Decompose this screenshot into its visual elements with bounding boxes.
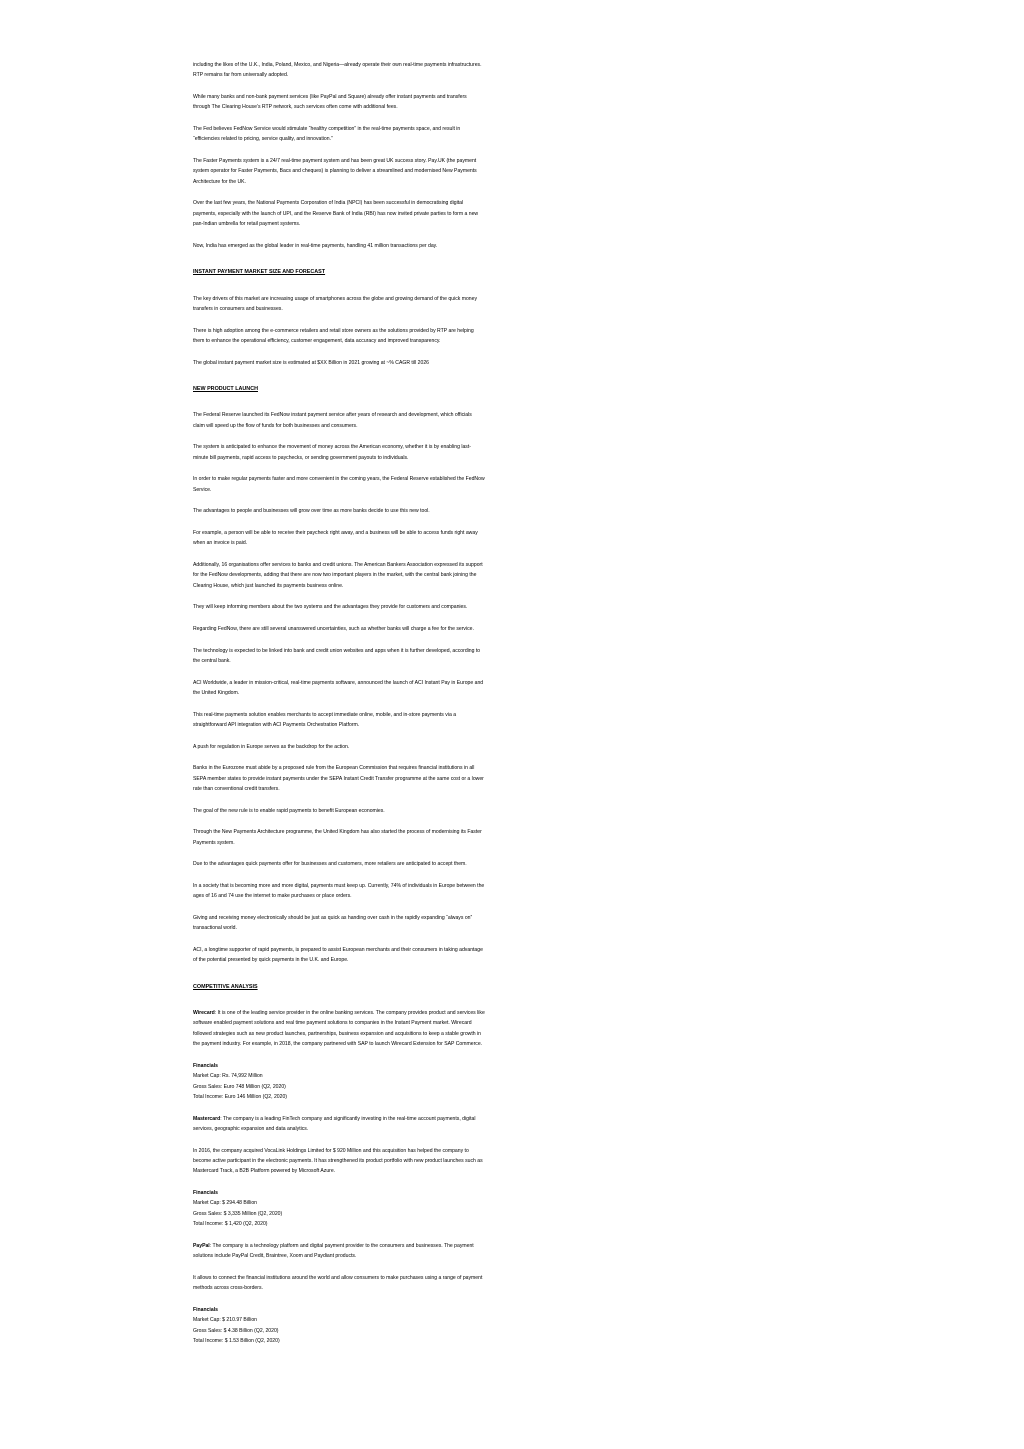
- paragraph: Additionally, 16 organisations offer services to banks and credit unions. The American Bankers Association expressed its support for the FedNow developments, adding that there are now two important players in the market, with the central bank joining the Clearing House, which just launched its payments business online.: [193, 562, 483, 589]
- paragraph: The Fed believes FedNow Service would stimulate “healthy competition” in the real-time payments space, and result in “efficiencies related to pricing, service quality, and innovation.”: [193, 126, 461, 143]
- company-name-paypal: PayPal: [193, 1242, 210, 1249]
- paragraph: including the likes of the U.K., India, Poland, Mexico, and Nigeria—already operate their own real-time payments infrastructures. RTP remains far from universally adopted.: [193, 62, 482, 79]
- paragraph: For example, a person will be able to receive their paycheck right away, and a business will be able to access funds right away when an invoice is paid.: [193, 530, 478, 547]
- paragraph: Banks in the Eurozone must abide by a proposed rule from the European Commission that requires financial institutions in all SEPA member states to provide instant payments under the SEPA Instant Credit Transfer programme at the same cost or a lower rate than conventional credit transfers.: [193, 765, 484, 793]
- paragraph: A push for regulation in Europe serves as the backdrop for the action.: [193, 743, 350, 750]
- company-name-mastercard: Mastercard: [193, 1115, 221, 1122]
- total-income: Total Income: $ 1,420 (Q2, 2020): [193, 1221, 268, 1228]
- paragraph: Through the New Payments Architecture programme, the United Kingdom has also started the process of modernising its Faster Payments system.: [193, 829, 482, 846]
- gross-sales: Gross Sales: $ 4.38 Billion (Q2, 2020): [193, 1327, 279, 1334]
- paragraph: Due to the advantages quick payments offer for businesses and customers, more retailers are anticipated to accept them.: [193, 861, 467, 868]
- paragraph: Regarding FedNow, there are still several unanswered uncertainties, such as whether banks will charge a fee for the service.: [193, 626, 474, 633]
- paragraph: Over the last few years, the National Payments Corporation of India (NPCI) has been successful in democratising digital payments, especially with the launch of UPI, and the Reserve Bank of India (RBI) has now invited private parties to form a new pan-Indian umbrella for retail payment systems.: [193, 200, 479, 228]
- financials-title: Financials: [193, 1306, 218, 1313]
- company-wirecard-description: [193, 1008, 485, 1050]
- company-description-text: : It is one of the leading service provider in the online banking services. The company provides product and services like software enabled payment solutions and real time payment solutions to companies in the Instant Payment market. Wirecard followed strategies such as new product launches, partnerships, business expansion and acquisitions to keep a stable growth in the payment industry. For example, in 2018, the company partnered with SAP to launch Wirecard Extension for SAP Commerce.: [193, 1010, 485, 1048]
- company-mastercard-description: [193, 1114, 485, 1135]
- paragraph: It allows to connect the financial institutions around the world and allow consumers to make purchases using a range of payment methods across cross-borders.: [193, 1274, 483, 1292]
- company-description-text: : The company is a leading FinTech company and significantly investing in the real-time account payments, digital services, geographic expansion and data analytics.: [193, 1115, 476, 1133]
- paragraph: In 2016, the company acquired VocaLink Holdings Limited for $ 920 Million and this acquisition has helped the company to become active participant in the electronic payments. It has strengthened its product portfolio with new product launches such as Mastercard Track, a B2B Platform powered by Microsoft Azure.: [193, 1147, 483, 1175]
- paragraph: The global instant payment market size is estimated at $XX Billion in 2021 growing at ~% CAGR till 2026: [193, 359, 429, 366]
- financials-mastercard: [193, 1188, 485, 1230]
- financials-wirecard: [193, 1061, 485, 1103]
- paragraph: In a society that is becoming more and more digital, payments must keep up. Currently, 74% of individuals in Europe between the ages of 16 and 74 use the internet to make purchases or place orders.: [193, 882, 485, 900]
- paragraph: Giving and receiving money electronically should be just as quick as handing over cash in the rapidly expanding “always on” transactional world.: [193, 914, 473, 932]
- gross-sales: Gross Sales: Euro 748 Million (Q2, 2020): [193, 1083, 286, 1090]
- paragraph: The technology is expected to be linked into bank and credit union websites and apps when it is further developed, according to the central bank.: [193, 647, 481, 665]
- company-name-wirecard: Wirecard: [193, 1010, 215, 1017]
- paragraph: ACI Worldwide, a leader in mission-critical, real-time payments software, announced the launch of ACI Instant Pay in Europe and the United Kingdom.: [193, 679, 484, 697]
- paragraph: The key drivers of this market are increasing usage of smartphones across the globe and growing demand of the quick money transfers in consumers and businesses.: [193, 295, 477, 313]
- market-cap: Market Cap: $ 210.97 Billion: [193, 1317, 257, 1324]
- section-heading-competitive: COMPETITIVE ANALYSIS: [193, 983, 258, 990]
- paragraph: In order to make regular payments faster and more convenient in the coming years, the Federal Reserve established the FedNow Service.: [193, 476, 485, 493]
- paragraph: The system is anticipated to enhance the movement of money across the American economy, whether it is by enabling last-minute bill payments, rapid access to paychecks, or sending government payouts to individuals.: [193, 444, 471, 461]
- paragraph: The advantages to people and businesses will grow over time as more banks decide to use this new tool.: [193, 508, 430, 515]
- market-cap: Market Cap: $ 294.48 Billion: [193, 1200, 257, 1207]
- market-cap: Market Cap: Rs. 74,992 Million: [193, 1073, 263, 1080]
- paragraph: There is high adoption among the e-commerce retailers and retail store owners as the solutions provided by RTP are helping them to enhance the operational efficiency, customer engagement, data accuracy and improved transparency.: [193, 327, 474, 345]
- company-description-text: : The company is a technology platform and digital payment provider to the consumers and businesses. The payment solutions include PayPal Credit, Braintree, Xoom and Paydiant products.: [193, 1242, 474, 1260]
- paragraph: The Faster Payments system is a 24/7 real-time payment system and has been great UK success story. Pay.UK (the payment system operator for Faster Payments, Bacs and cheques) is planning to deliver a streamlined and modernised New Payments Architecture for the UK.: [193, 158, 477, 185]
- total-income: Total Income: $ 1.53 Billion (Q2, 2020): [193, 1338, 280, 1345]
- paragraph: The Federal Reserve launched its FedNow instant payment service after years of research and development, which officials claim will speed up the flow of funds for both businesses and consumers.: [193, 412, 472, 429]
- document-body: [193, 60, 485, 1358]
- paragraph: While many banks and non-bank payment services (like PayPal and Square) already offer instant payments and transfers through The Clearing House’s RTP network, such services often come with additional fees.: [193, 94, 467, 111]
- company-paypal-description: [193, 1241, 485, 1262]
- section-heading-launch: NEW PRODUCT LAUNCH: [193, 386, 258, 393]
- paragraph: The goal of the new rule is to enable rapid payments to benefit European economies.: [193, 807, 385, 814]
- financials-paypal: [193, 1305, 485, 1347]
- gross-sales: Gross Sales: $ 3,335 Million (Q2, 2020): [193, 1210, 283, 1217]
- paragraph: ACI, a longtime supporter of rapid payments, is prepared to assist European merchants and their consumers in taking advantage of the potential presented by quick payments in the U.K. and Europe.: [193, 946, 483, 964]
- financials-title: Financials: [193, 1062, 218, 1069]
- financials-title: Financials: [193, 1190, 218, 1197]
- paragraph: This real-time payments solution enables merchants to accept immediate online, mobile, and in-store payments via a straightforward API integration with ACI Payments Orchestration Platform.: [193, 711, 457, 729]
- paragraph: Now, India has emerged as the global leader in real-time payments, handling 41 million transactions per day.: [193, 242, 438, 249]
- section-heading-market: INSTANT PAYMENT MARKET SIZE AND FORECAST: [193, 269, 326, 276]
- paragraph: They will keep informing members about the two systems and the advantages they provide for customers and companies.: [193, 604, 468, 611]
- total-income: Total Income: Euro 146 Million (Q2, 2020): [193, 1094, 287, 1101]
